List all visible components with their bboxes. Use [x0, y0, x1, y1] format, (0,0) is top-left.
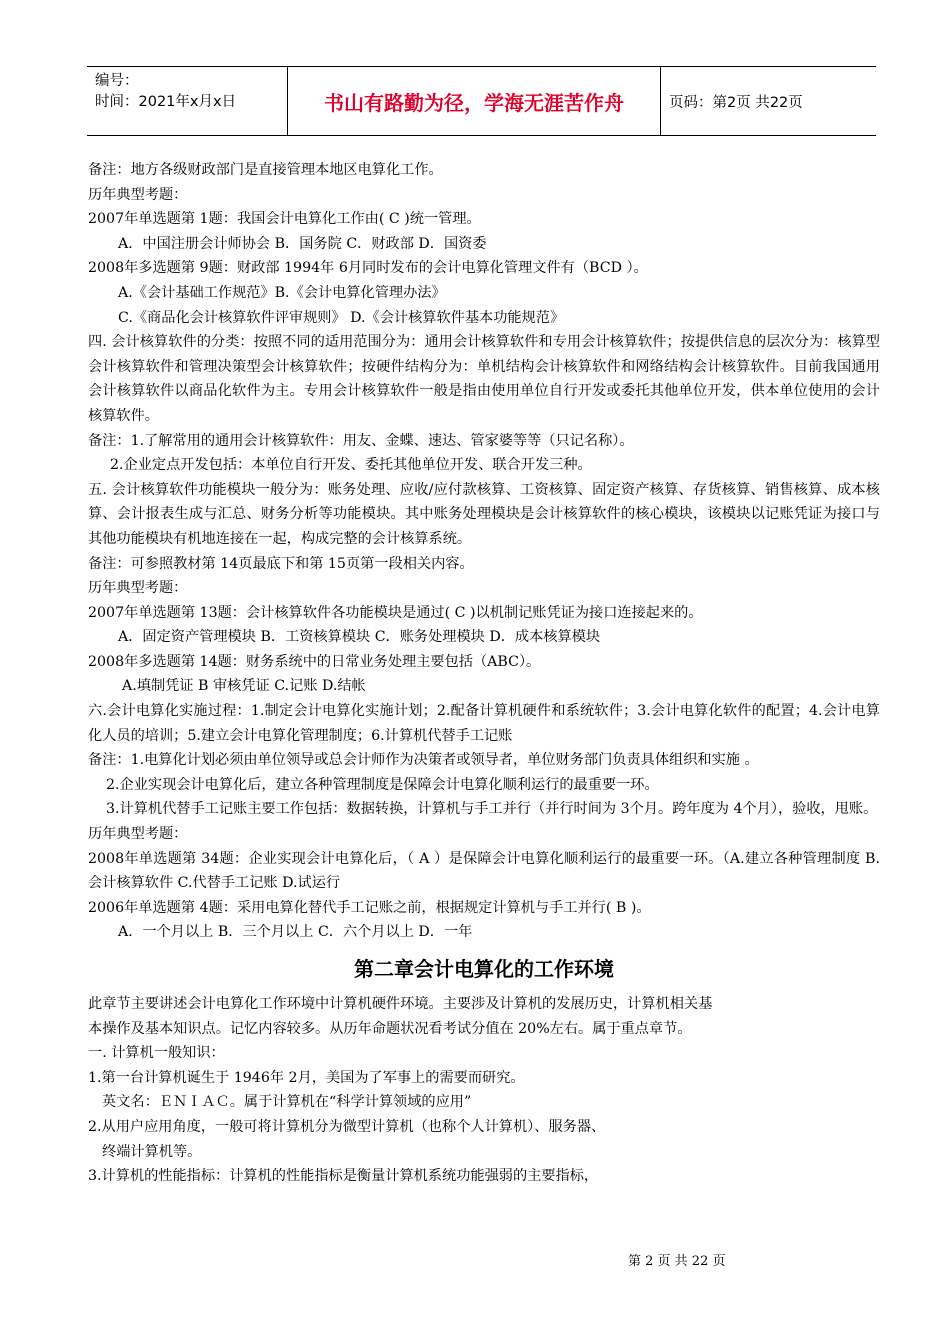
option-line: A．固定资产管理模块 B．工资核算模块 C．账务处理模块 D．成本核算模块: [118, 629, 601, 646]
option-line: A.《会计基础工作规范》B.《会计电算化管理办法》: [118, 284, 446, 301]
paragraph-line: 历年典型考题：: [88, 186, 188, 203]
paragraph-line: 本操作及基本知识点。记忆内容较多。从历年命题状况看考试分值在 20%左右。属于重点章节。: [88, 1020, 692, 1037]
paragraph-line: 终端计算机等。: [102, 1143, 202, 1160]
paragraph-section-5: 五. 会计核算软件功能模块一般分为：账务处理、应收/应付款核算、工资核算、固定资产核算、存货核算、销售核算、成本核算、会计报表生成与汇总、财务分析等功能模块。其中账务处理模块是会计核算软件的核心模块，该模块以记账凭证为接口与其他功能模块有机地连接在一起，构成完整的会计核算系统。: [88, 481, 880, 547]
paragraph-section-6: 六.会计电算化实施过程：1.制定会计电算化实施计划；2.配备计算机硬件和系统软件；3.会计电算化软件的配置；4.会计电算化人员的培训；5.建立会计电算化管理制度；6.计算机代替手工记账: [88, 703, 880, 744]
document-number-label: 编号：: [95, 73, 139, 89]
paragraph-line: 2006年单选题第 4题：采用电算化替代手工记账之前，根据规定计算机与手工并行( B )。: [88, 899, 651, 916]
paragraph-line: 备注：1.电算化计划必须由单位领导或总会计师作为决策者或领导者，单位财务部门负责具体组织和实施 。: [88, 752, 759, 769]
option-line: A.填制凭证 B 审核凭证 C.记账 D.结帐: [122, 678, 366, 695]
paragraph-line: 历年典型考题：: [88, 826, 188, 843]
paragraph-line: 3.计算机的性能指标：计算机的性能指标是衡量计算机系统功能强弱的主要指标，: [88, 1168, 599, 1185]
header-page-label: 页码：第2页 共22页: [669, 94, 803, 111]
paragraph-question: 2008年单选题第 34题：企业实现会计电算化后，（ A ）是保障会计电算化顺利运行的最重要一环。（A.建立各种管理制度 B.会计核算软件 C.代替手工记账 D.试运行: [88, 850, 880, 892]
paragraph-line: 备注：可参照教材第 14页最底下和第 15页第一段相关内容。: [88, 555, 474, 572]
paragraph-section-4: 四. 会计核算软件的分类：按照不同的适用范围分为：通用会计核算软件和专用会计核算软件；按提供信息的层次分为：核算型会计核算软件和管理决策型会计核算软件；按硬件结构分为：单机结构会计核算软件和网络结构会计核算软件。目前我国通用会计核算软件以商品化软件为主。专用会计核算软件一般是指由使用单位自行开发或委托其他单位开发，供本单位使用的会计核算软件。: [88, 334, 880, 424]
paragraph-line: 英文名：ＥＮＩＡＣ。属于计算机在“科学计算领域的应用”: [102, 1094, 472, 1111]
note-line: 2.企业定点开发包括：本单位自行开发、委托其他单位开发、联合开发三种。: [110, 457, 592, 474]
paragraph-line: 历年典型考题：: [88, 580, 188, 597]
note-line: 3.计算机代替手工记账主要工作包括：数据转换，计算机与手工并行（并行时间为 3个月。跨年度为 4个月），验收，甩账。: [106, 801, 878, 818]
paragraph-line: 备注：地方各级财政部门是直接管理本地区电算化工作。: [88, 162, 443, 178]
paragraph-line: 2008年多选题第 9题：财政部 1994年 6月同时发布的会计电算化管理文件有（BCD ）。: [88, 260, 648, 277]
paragraph-line: 2007年单选题第 1题：我国会计电算化工作由( C )统一管理。: [88, 211, 481, 228]
page-footer: 第 2 页 共 22 页: [628, 1254, 726, 1269]
option-line: A．一个月以上 B．三个月以上 C．六个月以上 D．一年: [118, 924, 473, 941]
option-line: C.《商品化会计核算软件评审规则》 D.《会计核算软件基本功能规范》: [118, 309, 565, 326]
paragraph-line: 1.第一台计算机诞生于 1946年 2月，美国为了军事上的需要而研究。: [88, 1069, 525, 1086]
option-line: A．中国注册会计师协会 B．国务院 C．财政部 D．国资委: [118, 235, 487, 252]
note-line: 2.企业实现会计电算化后，建立各种管理制度是保障会计电算化顺利运行的最重要一环。: [106, 776, 659, 793]
paragraph-line: 2007年单选题第 13题：会计核算软件各功能模块是通过( C )以机制记账凭证为接口连接起来的。: [88, 604, 703, 621]
chapter-title: 第二章会计电算化的工作环境: [354, 957, 614, 981]
paragraph-line: 2.从用户应用角度，一般可将计算机分为微型计算机（也称个人计算机）、服务器、: [88, 1118, 606, 1135]
paragraph-line: 2008年多选题第 14题：财务系统中的日常业务处理主要包括（ABC）。: [88, 653, 541, 670]
paragraph-line: 备注：1.了解常用的通用会计核算软件：用友、金蝶、速达、管家婆等等（只记名称）。: [88, 432, 634, 449]
header-table: [87, 66, 876, 136]
header-motto: 书山有路勤为径，学海无涯苦作舟: [287, 67, 661, 135]
document-time-label: 时间：2021年x月x日: [95, 94, 237, 110]
document-body: [88, 158, 880, 1189]
header-meta-cell: [87, 67, 287, 135]
paragraph-line: 一. 计算机一般知识：: [88, 1045, 225, 1062]
paragraph-line: 此章节主要讲述会计电算化工作环境中计算机硬件环境。主要涉及计算机的发展历史，计算机相关基: [88, 996, 713, 1012]
